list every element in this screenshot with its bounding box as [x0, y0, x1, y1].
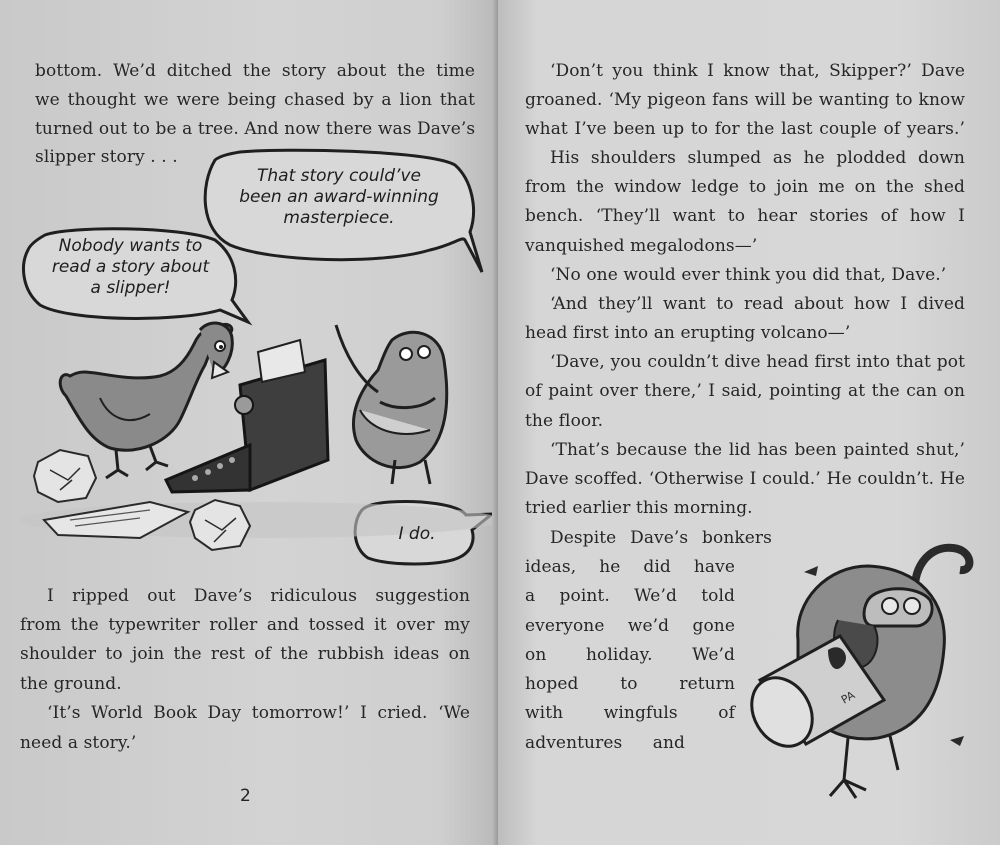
body-text-line: ‘No one would ever think you did that, Dave.’ — [550, 265, 947, 285]
body-text-line: a point. We’d told — [525, 586, 735, 606]
body-text-line: the floor. — [525, 411, 604, 431]
body-text-line: from the typewriter roller and tossed it over my — [20, 615, 470, 635]
speech-bubble-text: That story could’ve been an award-winning masterpiece. — [239, 166, 439, 228]
body-text-line: on holiday. We’d — [525, 645, 735, 665]
page-number: 2 — [240, 786, 251, 806]
fly-icon — [804, 566, 818, 576]
body-text-line: ‘Dave, you couldn’t dive head first into that pot — [550, 352, 965, 372]
paint-can-label: PA — [839, 688, 858, 707]
body-text-line: from the window ledge to join me on the shed — [525, 177, 965, 197]
speech-bubble-text: I do. — [398, 524, 436, 544]
body-text-line: ‘Don’t you think I know that, Skipper?’ Dave — [550, 61, 965, 81]
body-text-line: turned out to be a tree. And now there was Dave’s — [35, 119, 476, 139]
body-text-line: I ripped out Dave’s ridiculous suggestion — [47, 586, 470, 606]
speech-bubble-text: Nobody wants to read a story about a slipper! — [51, 236, 210, 298]
body-text-line: of paint over there,’ I said, pointing at the can on — [525, 381, 965, 401]
body-text-line: everyone we’d gone — [525, 616, 735, 636]
body-text-line: Dave scoffed. ‘Otherwise I could.’ He couldn’t. He — [525, 469, 965, 489]
body-text-line: bottom. We’d ditched the story about the time — [35, 61, 475, 81]
body-text-line: bench. ‘They’ll want to hear stories of how I — [525, 206, 965, 226]
pigeon-dave — [336, 325, 447, 484]
body-text-line: the ground. — [20, 674, 122, 694]
body-text-line: slipper story . . . — [35, 147, 178, 167]
body-text-line: with wingfuls of — [525, 703, 735, 723]
body-text-line: ‘And they’ll want to read about how I dived — [550, 294, 965, 314]
body-text-line: we thought we were being chased by a lion that — [35, 90, 475, 110]
body-text-line: Despite Dave’s bonkers — [550, 528, 772, 548]
left-page — [0, 0, 498, 845]
body-text-line: need a story.’ — [20, 733, 137, 753]
body-text-line: ‘It’s World Book Day tomorrow!’ I cried. ‘We — [47, 703, 470, 723]
right-page — [498, 0, 1000, 845]
crumpled-paper-icon — [190, 500, 250, 550]
diving-pigeon-paint-can-illustration — [498, 0, 1000, 845]
body-text-line: vanquished megalodons—’ — [525, 236, 758, 256]
body-text-line: groaned. ‘My pigeon fans will be wanting to know — [525, 90, 965, 110]
body-text-line: adventures and — [525, 733, 685, 753]
body-text-line: head first into an erupting volcano—’ — [525, 323, 851, 343]
body-text-line: His shoulders slumped as he plodded down — [550, 148, 965, 168]
body-text-line: shoulder to join the rest of the rubbish ideas on — [20, 644, 470, 664]
body-text-line: ideas, he did have — [525, 557, 735, 577]
body-text-line: ‘That’s because the lid has been painted shut,’ — [550, 440, 965, 460]
body-text-line: what I’ve been up to for the last couple of years.’ — [525, 119, 965, 139]
fly-icon — [950, 736, 964, 746]
crumpled-paper-icon — [34, 450, 96, 502]
body-text-line: hoped to return — [525, 674, 735, 694]
body-text-line: tried earlier this morning. — [525, 498, 753, 518]
